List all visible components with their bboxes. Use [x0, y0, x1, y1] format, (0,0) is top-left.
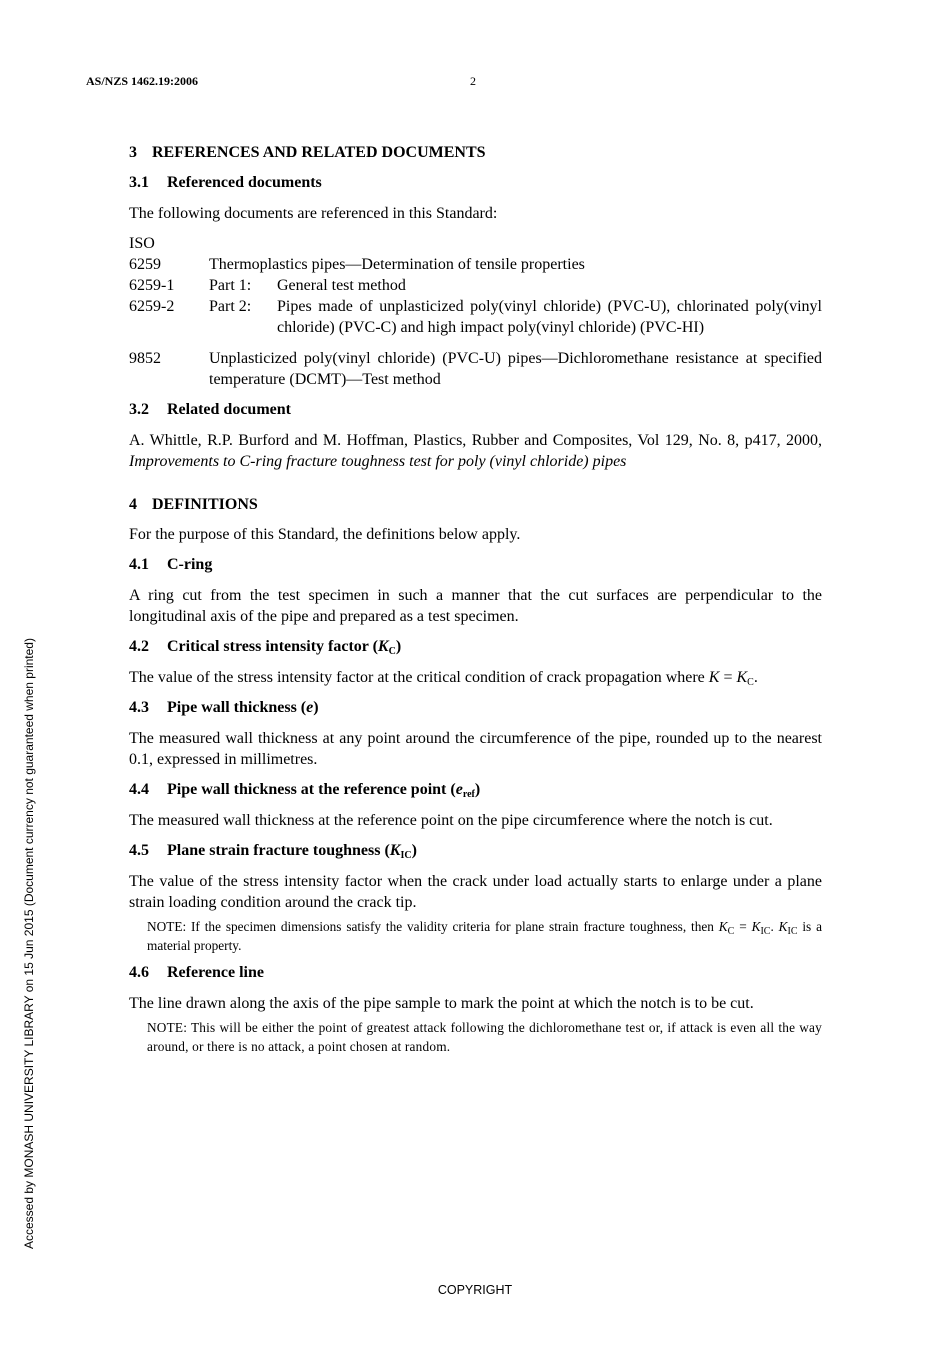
references-org: ISO — [129, 235, 155, 252]
definitions-intro: For the purpose of this Standard, the definitions below apply. — [129, 526, 521, 543]
section-3-2-heading: 3.2 Related document — [129, 401, 291, 418]
section-3-1-heading: 3.1 Referenced documents — [129, 174, 322, 191]
definition-4-6-text: The line drawn along the axis of the pipe sample to mark the point at which the notch is to be cut. — [129, 995, 754, 1012]
reference-item: 6259-1 Part 1: General test method — [129, 277, 406, 294]
copyright-footer: COPYRIGHT — [437, 1283, 513, 1297]
related-document-citation: A. Whittle, R.P. Burford and M. Hoffman, Plastics, Rubber and Composites, Vol 129, No. 8, p417, 2000, Improvements to C-ring fracture toughness test for poly (vinyl chloride) pipes — [129, 432, 822, 470]
definition-4-5-heading: 4.5 Plane strain fracture toughness $(K_{IC})$ — [129, 842, 417, 861]
definition-4-3-heading: 4.3 Pipe wall thickness (e) — [129, 699, 319, 716]
reference-item: 6259-2 Part 2: Pipes made of unplasticized poly(vinyl chloride) (PVC-U), chlorinated poly(vinyl chloride) (PVC-C) and high impact poly(vinyl chloride) (PVC-HI) — [129, 298, 822, 336]
reference-item: 6259 Thermoplastics pipes—Determination of tensile properties — [129, 256, 585, 273]
definition-4-2-text: The value of the stress intensity factor at the critical condition of crack propagation where $K = K_C$. — [129, 669, 758, 688]
references-intro: The following documents are referenced in this Standard: — [129, 205, 498, 222]
definition-4-5-text: The value of the stress intensity factor when the crack under load actually starts to enlarge under a plane strain loading condition around the crack tip. — [129, 873, 822, 911]
definition-4-5-note: NOTE: If the specimen dimensions satisfy the validity criteria for plane strain fracture toughness, then $K_C = K_{IC}$. $K_{IC}$ is a material property. — [147, 919, 822, 953]
page-number: 2 — [470, 74, 476, 88]
definition-4-6-heading: 4.6 Reference line — [129, 964, 264, 981]
reference-list — [129, 254, 822, 390]
reference-item: 9852 Unplasticized poly(vinyl chloride) (PVC-U) pipes—Dichloromethane resistance at specified temperature (DCMT)—Test method — [129, 350, 822, 388]
definition-4-2-heading: 4.2 Critical stress intensity factor $(K_C)$ — [129, 638, 402, 657]
section-3-heading: 3 REFERENCES AND RELATED DOCUMENTS — [129, 144, 486, 161]
document-code: AS/NZS 1462.19:2006 — [86, 74, 199, 88]
definition-4-4-text: The measured wall thickness at the reference point on the pipe circumference where the notch is cut. — [129, 812, 773, 829]
definition-4-1-heading: 4.1 C-ring — [129, 556, 213, 573]
definition-4-3-text: The measured wall thickness at any point around the circumference of the pipe, rounded up to the nearest 0.1, expressed in millimetres. — [129, 730, 822, 768]
access-watermark: Accessed by MONASH UNIVERSITY LIBRARY on 15 Jun 2015 (Document currency not guaranteed when printed) — [22, 638, 36, 1249]
section-4-heading: 4 DEFINITIONS — [129, 496, 258, 513]
definition-4-6-note: NOTE: This will be either the point of greatest attack following the dichloromethane test or, if attack is even all the way around, or there is no attack, a point chosen at random. — [147, 1020, 822, 1054]
definition-4-4-heading: 4.4 Pipe wall thickness at the reference point $(e_{ref})$ — [129, 781, 481, 800]
page-body — [129, 142, 822, 1056]
definition-4-1-text: A ring cut from the test specimen in such a manner that the cut surfaces are perpendicular to the longitudinal axis of the pipe and prepared as a test specimen. — [129, 587, 822, 625]
